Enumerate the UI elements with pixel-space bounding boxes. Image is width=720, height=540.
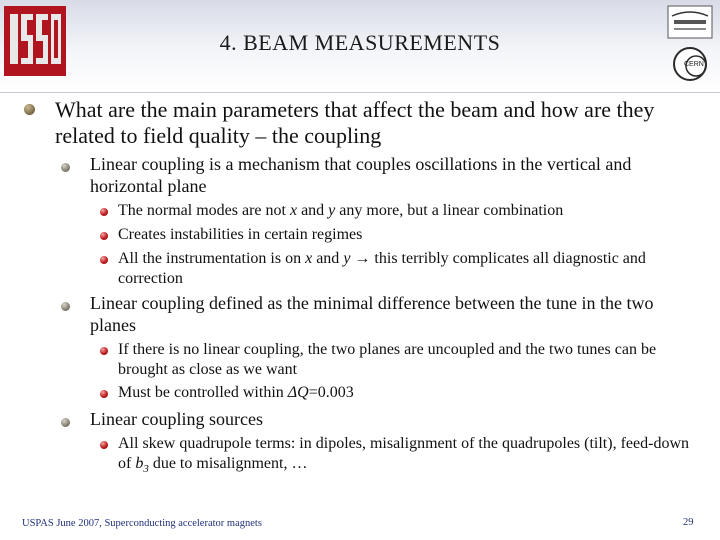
subpoint-coupling-mechanism: Linear coupling is a mechanism that couples oscillations in the vertical and horizontal plane: [90, 154, 632, 196]
detail-instrumentation: All the instrumentation is on x and y → this terribly complicates all diagnostic and correction: [118, 250, 646, 287]
bullet-level1: [24, 104, 35, 115]
slide-title: 4. BEAM MEASUREMENTS: [219, 30, 501, 55]
main-point: What are the main parameters that affect the beam and how are they related to field quality – the coupling: [55, 97, 655, 148]
detail-normal-modes: The normal modes are not x and y any more, but a linear combination: [118, 202, 564, 219]
cern-logo: [664, 4, 716, 84]
detail-skew-quadrupole: All skew quadrupole terms: in dipoles, misalignment of the quadrupoles (tilt), feed-down of $b_3$ due to misalignment, …: [118, 435, 689, 476]
subpoint-coupling-sources: Linear coupling sources: [90, 409, 263, 429]
svg-text:CERN: CERN: [684, 61, 704, 68]
bullet-level2: [61, 163, 70, 172]
bullet-level3: [100, 208, 108, 216]
header-rule: [0, 92, 720, 93]
bullet-level2: [61, 302, 70, 311]
detail-uncoupled-planes: If there is no linear coupling, the two planes are uncoupled and the two tunes can be brought as close as we want: [118, 341, 657, 378]
bullet-level2: [61, 418, 70, 427]
slide-header: [0, 0, 720, 92]
bullet-level3: [100, 441, 108, 449]
subpoint-coupling-definition: Linear coupling defined as the minimal difference between the tune in the two planes: [90, 293, 654, 335]
page-number: 29: [683, 517, 694, 528]
bullet-level3: [100, 232, 108, 240]
bullet-level3: [100, 390, 108, 398]
cern-logo-graphic: [664, 4, 716, 84]
footer-citation: USPAS June 2007, Superconducting accelerator magnets: [22, 518, 262, 529]
bullet-level3: [100, 347, 108, 355]
bullet-level3: [100, 256, 108, 264]
detail-instabilities: Creates instabilities in certain regimes: [118, 226, 363, 243]
detail-tolerance: Must be controlled within ΔQ=0.003: [118, 384, 354, 401]
